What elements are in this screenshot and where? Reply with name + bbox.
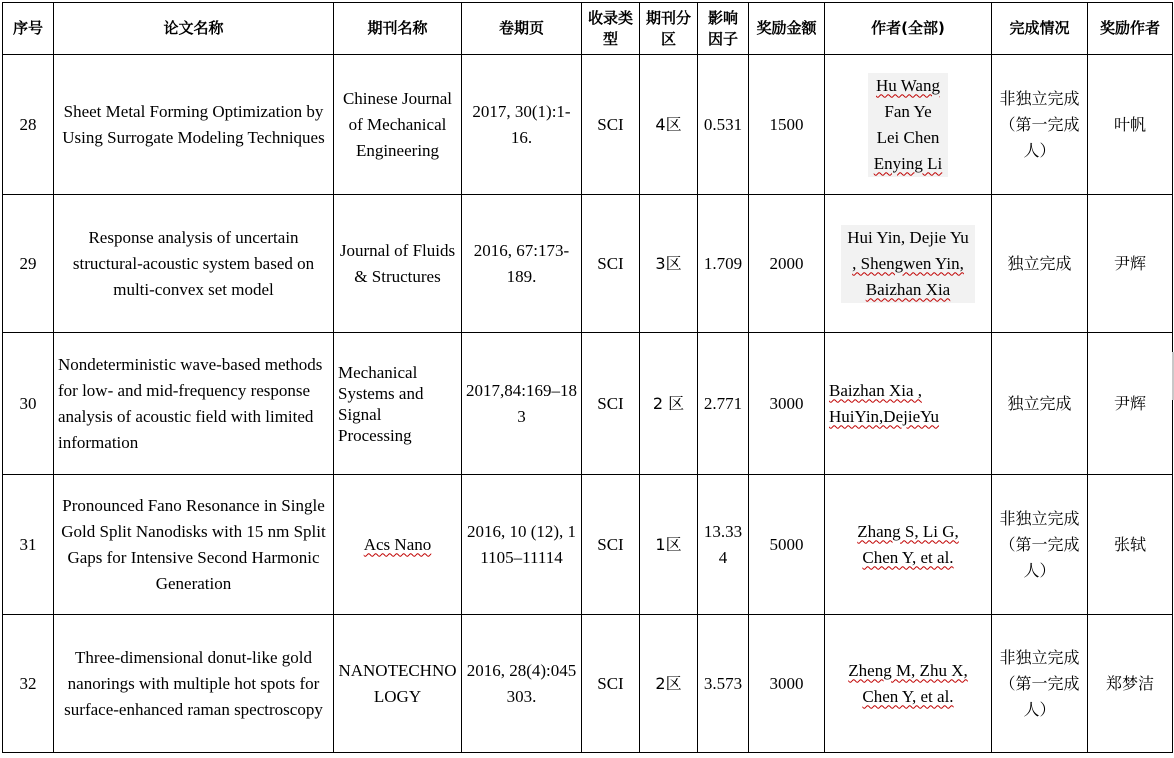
cell-journal: Acs Nano [334, 475, 462, 615]
table-row [3, 475, 1173, 615]
cell-index-type: SCI [582, 195, 640, 333]
header-completion: 完成情况 [992, 3, 1088, 55]
author-line: Lei Chen [876, 127, 940, 147]
author-line: Enying Li [873, 153, 943, 173]
header-journal: 期刊名称 [334, 3, 462, 55]
cell-title: Sheet Metal Forming Optimization by Using Surrogate Modeling Techniques [54, 55, 334, 195]
author-line: Zheng M, Zhu X, [848, 660, 968, 680]
cell-reward-author: 张轼 [1088, 475, 1173, 615]
cell-impact: 2.771 [698, 333, 749, 475]
cell-completion: 非独立完成（第一完成人） [992, 55, 1088, 195]
table-row [3, 333, 1173, 475]
header-title: 论文名称 [54, 3, 334, 55]
cell-authors [825, 333, 992, 475]
cell-reward-author: 叶帆 [1088, 55, 1173, 195]
cell-impact: 1.709 [698, 195, 749, 333]
cell-no: 30 [3, 333, 54, 475]
cell-zone: 2区 [640, 615, 698, 753]
cell-volume: 2016, 67:173-189. [462, 195, 582, 333]
author-line: HuiYin,DejieYu [829, 406, 940, 426]
cell-title: Three-dimensional donut-like gold nanorings with multiple hot spots for surface-enhanced raman spectroscopy [54, 615, 334, 753]
cell-reward-author: 尹辉 [1088, 333, 1173, 475]
cell-zone: 1区 [640, 475, 698, 615]
cell-journal: Mechanical Systems and Signal Processing [334, 333, 462, 475]
header-reward-author: 奖励作者 [1088, 3, 1173, 55]
cell-volume: 2017,84:169–183 [462, 333, 582, 475]
cell-reward: 1500 [749, 55, 825, 195]
cell-completion: 独立完成 [992, 195, 1088, 333]
cell-journal: Chinese Journal of Mechanical Engineering [334, 55, 462, 195]
cell-zone: 2 区 [640, 333, 698, 475]
table-row [3, 55, 1173, 195]
cell-index-type: SCI [582, 55, 640, 195]
cell-volume: 2016, 28(4):045303. [462, 615, 582, 753]
cell-zone: 3区 [640, 195, 698, 333]
header-authors: 作者(全部) [825, 3, 992, 55]
author-line: Fan Ye [884, 101, 932, 121]
author-line: Baizhan Xia , [829, 380, 922, 400]
cell-impact: 0.531 [698, 55, 749, 195]
author-line: Baizhan Xia [865, 279, 951, 299]
author-line: Chen Y, et al. [862, 547, 954, 567]
cell-no: 28 [3, 55, 54, 195]
header-row [3, 3, 1173, 55]
cell-reward: 5000 [749, 475, 825, 615]
cell-impact: 3.573 [698, 615, 749, 753]
cell-authors [825, 615, 992, 753]
cell-journal: NANOTECHNOLOGY [334, 615, 462, 753]
header-reward: 奖励金额 [749, 3, 825, 55]
cell-volume: 2016, 10 (12), 11105–11114 [462, 475, 582, 615]
cell-title: Response analysis of uncertain structural-acoustic system based on multi-convex set model [54, 195, 334, 333]
cell-reward: 2000 [749, 195, 825, 333]
cell-reward: 3000 [749, 333, 825, 475]
cell-completion: 独立完成 [992, 333, 1088, 475]
cell-reward-author: 郑梦洁 [1088, 615, 1173, 753]
cell-reward: 3000 [749, 615, 825, 753]
header-impact: 影响因子 [698, 3, 749, 55]
cell-zone: 4区 [640, 55, 698, 195]
author-line: , Shengwen Yin, [852, 253, 964, 273]
author-line: Hui Yin, Dejie Yu [847, 227, 969, 247]
header-zone: 期刊分区 [640, 3, 698, 55]
cell-no: 29 [3, 195, 54, 333]
table-row [3, 195, 1173, 333]
cell-journal: Journal of Fluids & Structures [334, 195, 462, 333]
cell-authors [825, 195, 992, 333]
cell-no: 32 [3, 615, 54, 753]
cell-authors [825, 475, 992, 615]
cell-index-type: SCI [582, 333, 640, 475]
header-no: 序号 [3, 3, 54, 55]
cell-index-type: SCI [582, 475, 640, 615]
table-row [3, 615, 1173, 753]
cell-no: 31 [3, 475, 54, 615]
cell-title: Pronounced Fano Resonance in Single Gold Split Nanodisks with 15 nm Split Gaps for Intensive Second Harmonic Generation [54, 475, 334, 615]
paper-reward-table [2, 2, 1173, 753]
cell-volume: 2017, 30(1):1-16. [462, 55, 582, 195]
header-volume: 卷期页 [462, 3, 582, 55]
author-line: Zhang S, Li G, [857, 521, 959, 541]
author-line: Chen Y, et al. [862, 686, 954, 706]
author-line: Hu Wang [876, 75, 940, 95]
cell-authors [825, 55, 992, 195]
cell-completion: 非独立完成（第一完成人） [992, 615, 1088, 753]
cell-reward-author: 尹辉 [1088, 195, 1173, 333]
cell-completion: 非独立完成（第一完成人） [992, 475, 1088, 615]
header-index-type: 收录类型 [582, 3, 640, 55]
cell-title: Nondeterministic wave-based methods for low- and mid-frequency response analysis of acoustic field with limited information [54, 333, 334, 475]
cell-index-type: SCI [582, 615, 640, 753]
cell-impact: 13.334 [698, 475, 749, 615]
